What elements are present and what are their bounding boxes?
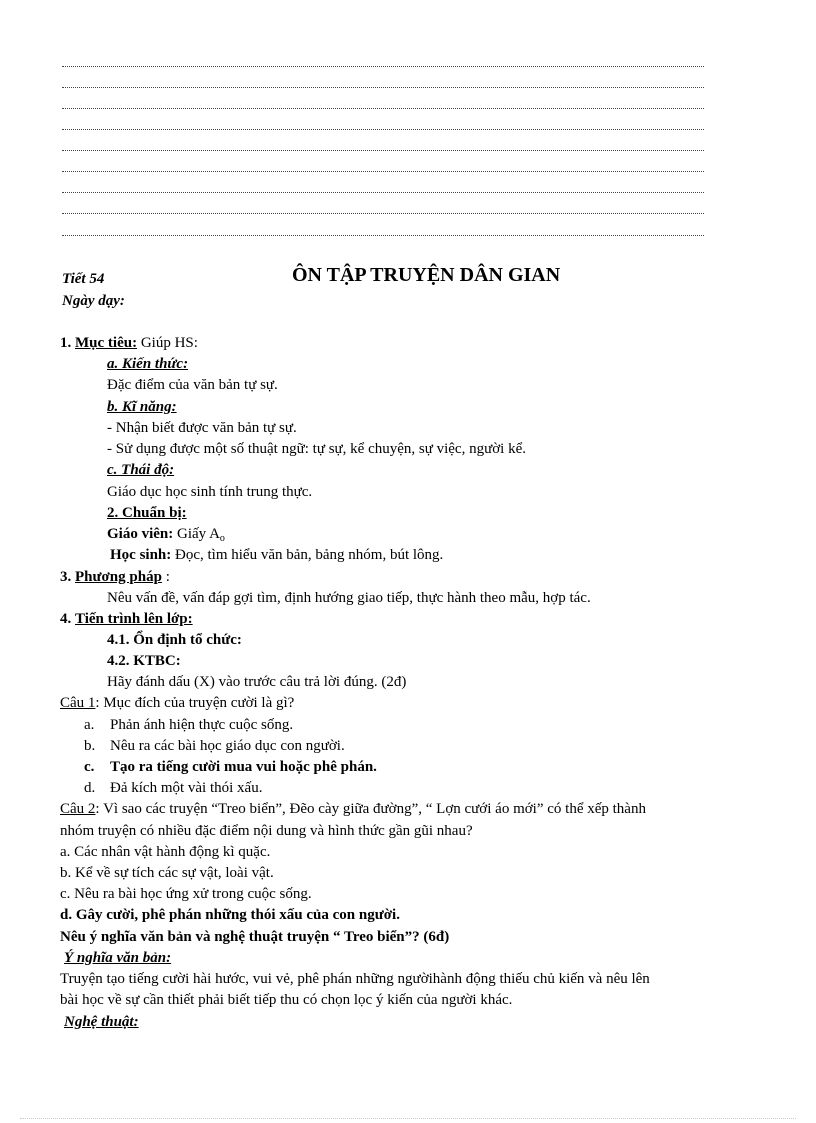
subsection-42: 4.2. KTBC:: [107, 653, 181, 669]
dotted-line: [62, 150, 704, 151]
student-text: Đọc, tìm hiểu văn bản, bảng nhóm, bút lông.: [171, 547, 444, 563]
skills-item: - Nhận biết được văn bản tự sự.: [107, 420, 297, 436]
attitude-label: c. Thái độ:: [107, 462, 175, 478]
option-item: [84, 716, 294, 734]
preparation-heading: 2. Chuẩn bị:: [107, 505, 187, 521]
question-3: Nêu ý nghĩa văn bản và nghệ thuật truyện “ Treo biển”? (6đ): [60, 929, 450, 945]
dotted-line: [62, 192, 704, 193]
art-label: Nghệ thuật:: [64, 1014, 139, 1030]
section-number: 3.: [60, 569, 72, 585]
objectives-heading: [60, 334, 198, 352]
method-text: Nêu vấn đề, vấn đáp gợi tìm, định hướng giao tiếp, thực hành theo mẫu, hợp tác.: [107, 590, 591, 606]
option-item-correct: [84, 758, 377, 776]
option-text: Tạo ra tiếng cười mua vui hoặc phê phán.: [110, 759, 377, 775]
question-text: : Mục đích của truyện cười là gì?: [95, 695, 295, 711]
attitude-text: Giáo dục học sinh tính trung thực.: [107, 484, 313, 500]
section-number: 1.: [60, 335, 72, 351]
question-1: [60, 694, 294, 712]
dotted-line: [62, 87, 704, 88]
option-item: [84, 737, 345, 755]
student-line: [110, 546, 443, 564]
dotted-line: [62, 213, 704, 214]
knowledge-label: a. Kiến thức:: [107, 356, 189, 372]
section-label: Phương pháp: [75, 569, 162, 585]
question-label: Câu 2: [60, 801, 96, 817]
footer-dotted-line: [20, 1118, 796, 1119]
instruction-text: Hãy đánh dấu (X) vào trước câu trả lời đúng. (2đ): [107, 674, 407, 690]
question-label: Câu 1: [60, 695, 96, 711]
knowledge-text: Đặc điểm của văn bản tự sự.: [107, 377, 278, 393]
dotted-line: [62, 171, 704, 172]
question-text: : Vì sao các truyện “Treo biển”, Đẽo cày giữa đường”, “ Lợn cưới áo mới” có thể xếp thành: [95, 801, 646, 817]
page-title: ÔN TẬP TRUYỆN DÂN GIAN: [292, 264, 561, 286]
dotted-line: [62, 108, 704, 109]
section-rest: :: [161, 569, 170, 585]
skills-label: b. Kĩ năng:: [107, 399, 177, 415]
option-item: c. Nêu ra bài học ứng xử trong cuộc sống.: [60, 886, 312, 902]
option-item: b. Kể về sự tích các sự vật, loài vật.: [60, 865, 274, 881]
option-letter: a.: [84, 717, 95, 733]
teacher-text: Giấy A: [173, 526, 220, 542]
teacher-label: Giáo viên:: [107, 526, 174, 542]
question-2: [60, 800, 646, 818]
subsection-41: 4.1. Ổn định tổ chức:: [107, 632, 242, 648]
dotted-line: [62, 66, 704, 67]
option-item: [84, 779, 263, 797]
option-item: a. Các nhân vật hành động kì quặc.: [60, 844, 271, 860]
option-letter: c.: [84, 759, 95, 775]
option-text: Phản ánh hiện thực cuộc sống.: [110, 717, 294, 733]
skills-item: - Sử dụng được một số thuật ngữ: tự sự, kể chuyện, sự việc, người kể.: [107, 441, 526, 457]
date-label: Ngày dạy:: [62, 293, 125, 309]
student-label: Học sinh:: [110, 547, 172, 563]
lesson-number: Tiết 54: [62, 271, 105, 287]
section-label: Mục tiêu:: [75, 335, 138, 351]
method-heading: [60, 568, 170, 586]
procedure-heading: [60, 610, 193, 628]
meaning-text-cont: bài học về sự cần thiết phải biết tiếp thu có chọn lọc ý kiến của người khác.: [60, 992, 513, 1008]
meaning-label: Ý nghĩa văn bản:: [64, 950, 172, 966]
option-letter: d.: [84, 780, 96, 796]
option-text: Nêu ra các bài học giáo dục con người.: [110, 738, 345, 754]
question-2-cont: nhóm truyện có nhiều đặc điểm nội dung và hình thức gần gũi nhau?: [60, 823, 473, 839]
section-number: 4.: [60, 611, 72, 627]
teacher-line: [107, 525, 225, 548]
option-text: Đả kích một vài thói xấu.: [110, 780, 263, 796]
dotted-line: [62, 235, 704, 236]
option-item-correct: d. Gây cười, phê phán những thói xấu của con người.: [60, 907, 400, 923]
meaning-text: Truyện tạo tiếng cười hài hước, vui vẻ, phê phán những ngườihành động thiếu chủ kiến và nêu lên: [60, 971, 650, 987]
section-rest: Giúp HS:: [137, 335, 198, 351]
option-letter: b.: [84, 738, 96, 754]
dotted-line: [62, 129, 704, 130]
teacher-subscript: o: [219, 533, 225, 544]
section-label: Tiến trình lên lớp:: [75, 611, 193, 627]
